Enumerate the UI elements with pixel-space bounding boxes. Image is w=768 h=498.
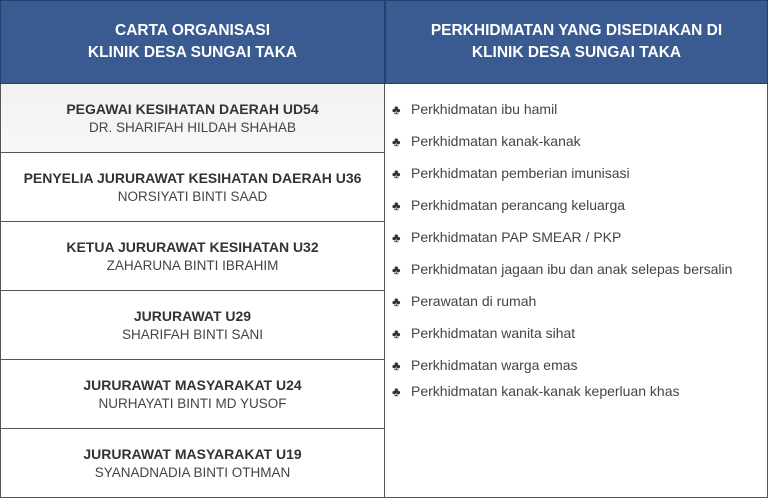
service-label: Perkhidmatan PAP SMEAR / PKP (411, 229, 622, 245)
staff-title: PENYELIA JURURAWAT KESIHATAN DAERAH U36 (23, 169, 362, 186)
service-item (392, 228, 621, 247)
service-label: Perkhidmatan kanak-kanak keperluan khas (411, 383, 680, 399)
org-chart-header (0, 0, 385, 84)
service-label: Perkhidmatan ibu hamil (411, 101, 558, 117)
staff-name: DR. SHARIFAH HILDAH SHAHAB (88, 119, 297, 135)
club-suit-icon: ♣ (392, 166, 401, 181)
service-label: Perkhidmatan pemberian imunisasi (411, 165, 630, 181)
org-chart-header-line1: CARTA ORGANISASI (115, 22, 270, 39)
club-suit-icon: ♣ (392, 230, 401, 245)
staff-row-nurse (0, 291, 384, 360)
service-item (392, 164, 630, 183)
club-suit-icon: ♣ (392, 262, 401, 277)
service-label: Perawatan di rumah (411, 293, 537, 309)
staff-title: JURURAWAT U29 (133, 307, 252, 324)
service-label: Perkhidmatan kanak-kanak (411, 133, 581, 149)
club-suit-icon: ♣ (392, 102, 401, 117)
service-item (392, 356, 578, 375)
staff-title: JURURAWAT MASYARAKAT U24 (83, 376, 302, 393)
staff-title: JURURAWAT MASYARAKAT U19 (83, 445, 302, 462)
service-item (392, 196, 625, 215)
club-suit-icon: ♣ (392, 294, 401, 309)
service-item (392, 100, 557, 119)
staff-name: NURHAYATI BINTI MD YUSOF (98, 395, 287, 411)
service-label: Perkhidmatan wanita sihat (411, 325, 576, 341)
club-suit-icon: ♣ (392, 358, 401, 373)
services-header (385, 0, 768, 84)
club-suit-icon: ♣ (392, 134, 401, 149)
service-item (392, 324, 575, 343)
staff-name: SHARIFAH BINTI SANI (121, 326, 264, 342)
staff-title: PEGAWAI KESIHATAN DAERAH UD54 (66, 100, 319, 117)
services-list (384, 84, 768, 498)
club-suit-icon: ♣ (392, 198, 401, 213)
service-label: Perkhidmatan jagaan ibu dan anak selepas bersalin (411, 261, 733, 277)
services-header-line1: PERKHIDMATAN YANG DISEDIAKAN DI (430, 22, 723, 39)
staff-name: ZAHARUNA BINTI IBRAHIM (106, 257, 279, 273)
staff-name: NORSIYATI BINTI SAAD (117, 188, 268, 204)
services-header-line2: KLINIK DESA SUNGAI TAKA (471, 44, 682, 61)
org-chart-header-line2: KLINIK DESA SUNGAI TAKA (87, 44, 298, 61)
service-item (392, 260, 732, 279)
staff-row-head-nurse (0, 222, 384, 291)
service-item (392, 292, 536, 311)
staff-row-community-nurse-u19 (0, 429, 384, 498)
service-item (392, 382, 680, 401)
staff-row-nurse-supervisor (0, 153, 384, 222)
staff-row-district-health-officer (0, 84, 384, 153)
club-suit-icon: ♣ (392, 384, 401, 399)
staff-name: SYANADNADIA BINTI OTHMAN (94, 464, 291, 480)
service-label: Perkhidmatan warga emas (411, 357, 578, 373)
staff-row-community-nurse-u24 (0, 360, 384, 429)
service-label: Perkhidmatan perancang keluarga (411, 197, 626, 213)
service-item (392, 132, 581, 151)
club-suit-icon: ♣ (392, 326, 401, 341)
staff-title: KETUA JURURAWAT KESIHATAN U32 (66, 238, 319, 255)
